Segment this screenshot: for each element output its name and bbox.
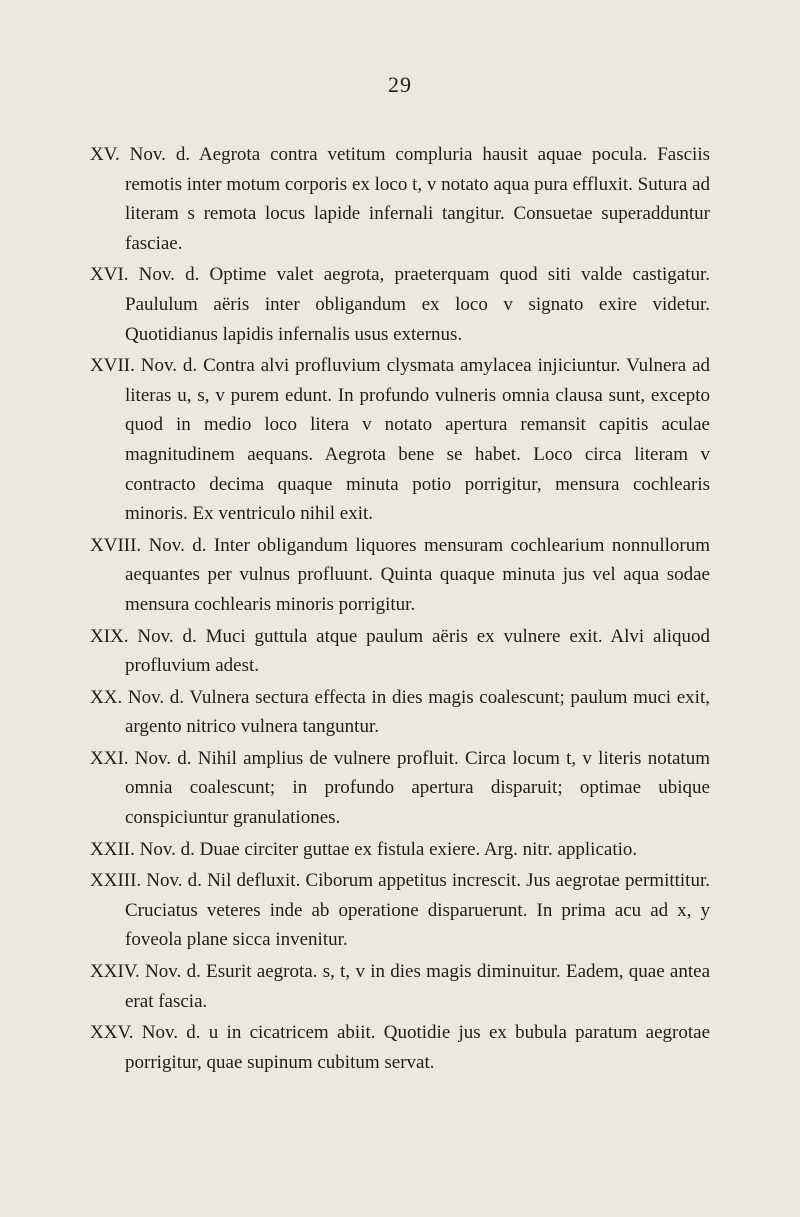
journal-entry <box>90 351 710 529</box>
entry-text: Contra alvi profluvium clysmata amylacea injiciuntur. Vulnera ad literas u, s, v purem edunt. In profundo vulneris omnia clausa sunt, excepto quod in medio loco litera v notato apertura remansit capitis aculae magnitudinem aequans. Aegrota bene se habet. Loco circa literam v contracto decima quaque minuta potio porrigitur, mensura cochlearis minoris. Ex ventriculo nihil exit. <box>125 355 710 525</box>
journal-entry <box>90 866 710 955</box>
entry-date: XXIII. Nov. d. <box>90 870 202 892</box>
entry-date: XV. Nov. d. <box>90 144 191 165</box>
entry-date: XIX. Nov. d. <box>90 625 197 647</box>
journal-entry <box>90 744 710 833</box>
journal-entry <box>90 260 710 349</box>
entry-date: XXIV. Nov. d. <box>90 961 201 983</box>
journal-entry <box>90 140 710 258</box>
entry-text: Duae circiter guttae ex fistula exiere. Arg. nitr. applicatio. <box>199 838 638 860</box>
entry-text: Inter obligandum liquores mensuram cochlearium nonnullorum aequantes per vulnus profluunt. Quinta quaque minuta jus vel aqua sodae mensura cochlearis minoris porrigitur. <box>125 534 710 615</box>
journal-entry <box>90 957 710 1016</box>
journal-entry <box>90 622 710 681</box>
journal-entry <box>90 835 710 865</box>
journal-entry <box>90 683 710 742</box>
entry-text: Nil defluxit. Ciborum appetitus increscit. Jus aegrotae permittitur. Cruciatus veteres inde ab operatione disparuerunt. In prima acu ad x, y foveola plane sicca invenitur. <box>125 870 710 951</box>
page-number: 29 <box>388 72 412 97</box>
entry-text: Vulnera sectura effecta in dies magis coalescunt; paulum muci exit, argento nitrico vulnera tanguntur. <box>125 686 710 738</box>
entry-date: XVII. Nov. d. <box>90 355 198 377</box>
entry-date: XVIII. Nov. d. <box>90 534 207 556</box>
entry-date: XXV. Nov. d. <box>90 1022 201 1044</box>
entry-text: Aegrota contra vetitum compluria hausit aquae pocula. Fasciis remotis inter motum corporis ex loco t, v notato aqua pura effluxit. Sutura ad literam s remota locus lapide infernali tangitur. Consuetae superadduntur fasciae. <box>125 144 710 254</box>
entry-text: u in cicatricem abiit. Quotidie jus ex bubula paratum aegrotae porrigitur, quae supinum cubitum servat. <box>125 1022 711 1073</box>
entry-date: XXII. Nov. d. <box>90 838 195 860</box>
journal-entry <box>90 1018 710 1077</box>
entry-text: Optime valet aegrota, praeterquam quod siti valde castigatur. Paululum aëris inter obligandum ex loco v signato exire videtur. Quotidianus lapidis infernalis usus externus. <box>125 264 711 345</box>
entry-date: XX. Nov. d. <box>90 686 185 708</box>
entry-date: XXI. Nov. d. <box>90 747 192 769</box>
entry-text: Nihil amplius de vulnere profluit. Circa locum t, v literis notatum omnia coalescunt; in profundo apertura disparuit; optimae ubique conspiciuntur granulationes. <box>125 747 710 829</box>
entry-date: XVI. Nov. d. <box>90 264 200 286</box>
journal-entry <box>90 531 710 620</box>
entry-text: Esurit aegrota. s, t, v in dies magis diminuitur. Eadem, quae antea erat fascia. <box>125 961 711 1012</box>
journal-entries <box>90 140 710 1079</box>
entry-text: Muci guttula atque paulum aëris ex vulnere exit. Alvi aliquod profluvium adest. <box>125 625 710 677</box>
